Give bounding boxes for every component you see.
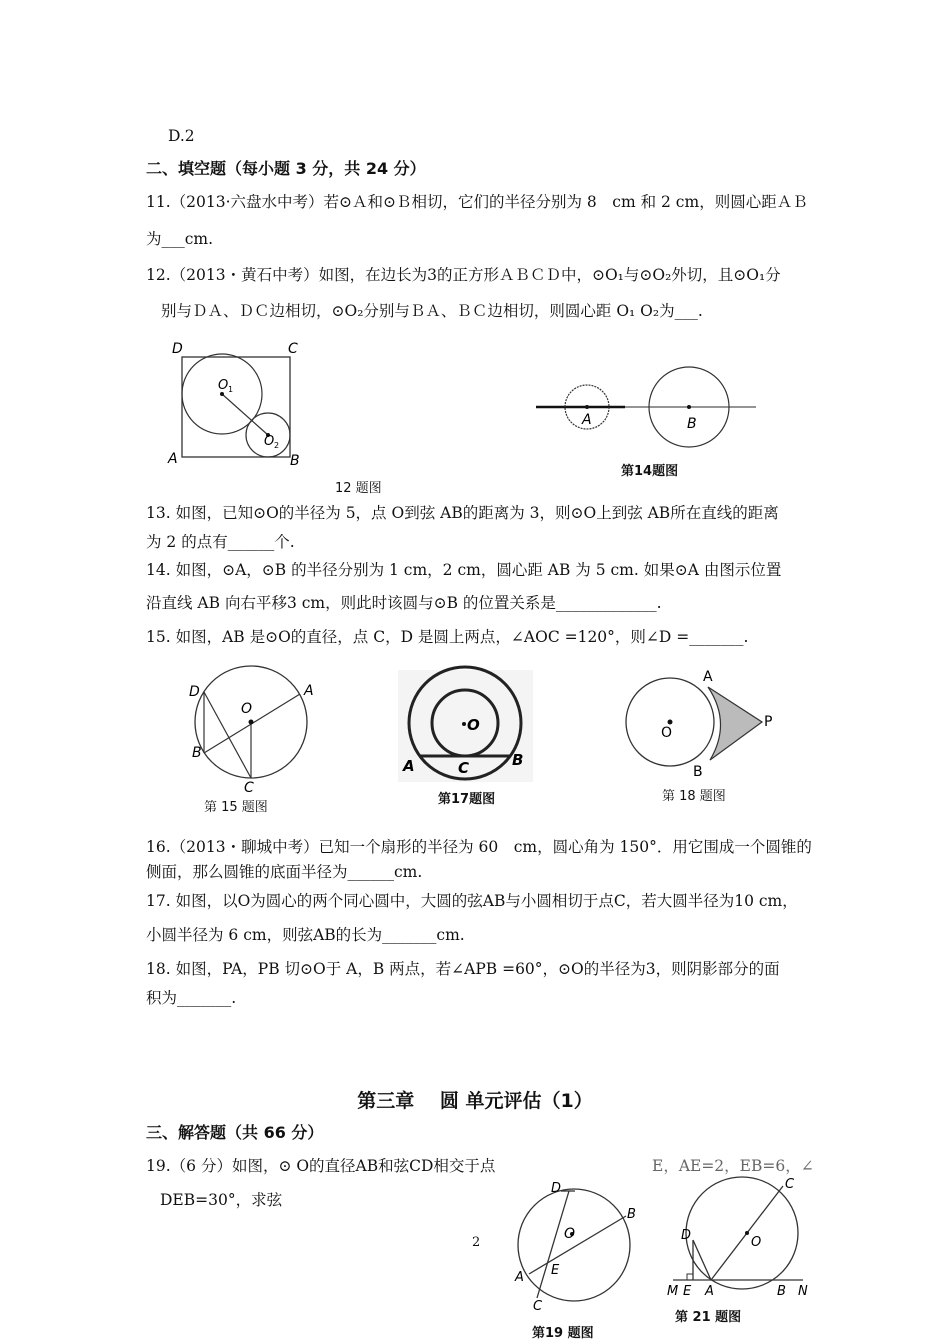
question-12-line-1: 12.（2013・黄石中考）如图，在边长为3的正方形ＡＢＣＤ中，⊙O₁与⊙O₂外切，且⊙O₁分 bbox=[146, 266, 781, 284]
question-19-line-1-continued: E，AE=2，EB=6，∠ bbox=[652, 1157, 814, 1175]
question-19-line-2: DEB=30°，求弦 bbox=[160, 1191, 283, 1209]
question-17-line-2: 小圆半径为 6 cm，则弦AB的长为_______cm. bbox=[146, 926, 465, 944]
label-a: A bbox=[582, 412, 592, 428]
figure-15-caption: 第 15 题图 bbox=[204, 800, 268, 815]
label-a: A bbox=[703, 669, 713, 685]
label-c: C bbox=[533, 1299, 543, 1314]
figure-12-caption: 12 题图 bbox=[335, 481, 382, 496]
label-a: A bbox=[304, 683, 314, 699]
label-d: D bbox=[681, 1228, 692, 1243]
question-11-line-2: 为___cm. bbox=[146, 230, 214, 248]
label-n: N bbox=[798, 1284, 808, 1299]
label-e: E bbox=[551, 1263, 560, 1278]
label-c: C bbox=[785, 1177, 795, 1192]
label-d: D bbox=[551, 1181, 562, 1196]
question-16-line-1: 16.（2013・聊城中考）已知一个扇形的半径为 60 cm，圆心角为 150°．用它围成一个圆锥的 bbox=[146, 838, 812, 856]
label-o: O bbox=[661, 725, 673, 741]
label-b: B bbox=[192, 745, 202, 761]
question-18-line-1: 18. 如图，PA，PB 切⊙O于 A，B 两点，若∠APB =60°，⊙O的半径为3，则阴影部分的面 bbox=[146, 960, 780, 978]
label-p: P bbox=[764, 714, 773, 730]
chapter-title: 第三章 圆 单元评估（1） bbox=[357, 1090, 593, 1112]
label-e: E bbox=[683, 1284, 692, 1299]
figure-14-caption: 第14题图 bbox=[621, 464, 679, 479]
label-o: O bbox=[564, 1226, 576, 1242]
label-b: B bbox=[512, 751, 524, 769]
figure-15-circle bbox=[180, 675, 320, 800]
figure-14-circles-on-line bbox=[530, 360, 765, 460]
label-b: B bbox=[687, 416, 697, 432]
label-c: C bbox=[288, 341, 298, 357]
label-a: A bbox=[168, 451, 178, 467]
label-m: M bbox=[667, 1284, 679, 1299]
label-o: O bbox=[751, 1235, 762, 1250]
label-o2: O bbox=[264, 434, 275, 449]
figure-17-caption: 第17题图 bbox=[438, 792, 496, 807]
question-16-line-2: 侧面，那么圆锥的底面半径为______cm. bbox=[146, 863, 423, 881]
label-a: A bbox=[705, 1284, 714, 1299]
option-d: D.2 bbox=[168, 127, 195, 145]
label-o2-subscript: 2 bbox=[274, 441, 280, 450]
section-fill-blank-heading: 二、填空题（每小题 3 分，共 24 分） bbox=[146, 159, 426, 178]
label-d: D bbox=[189, 684, 200, 700]
figure-17-concentric-circles bbox=[398, 670, 533, 785]
label-o1: O bbox=[218, 378, 229, 393]
figure-19-circle-chords bbox=[505, 1175, 645, 1315]
figure-19-caption: 第19 题图 bbox=[532, 1326, 594, 1341]
page-number: 2 bbox=[472, 1235, 481, 1250]
label-d: D bbox=[172, 341, 183, 357]
label-c: C bbox=[458, 759, 470, 777]
label-b: B bbox=[777, 1284, 786, 1299]
label-o: O bbox=[241, 701, 253, 717]
figure-18-caption: 第 18 题图 bbox=[662, 789, 726, 804]
question-14-line-1: 14. 如图，⊙A，⊙B 的半径分别为 1 cm，2 cm，圆心距 AB 为 5 cm. 如果⊙A 由图示位置 bbox=[146, 561, 782, 579]
label-a: A bbox=[403, 757, 415, 775]
figure-21-caption: 第 21 题图 bbox=[675, 1310, 742, 1325]
label-a: A bbox=[515, 1270, 524, 1285]
question-18-line-2: 积为_______. bbox=[146, 989, 237, 1007]
question-11-line-1: 11.（2013·六盘水中考）若⊙Ａ和⊙Ｂ相切，它们的半径分别为 8 cm 和 2 cm，则圆心距ＡＢ bbox=[146, 193, 808, 211]
label-b: B bbox=[627, 1207, 636, 1222]
question-13-line-1: 13. 如图，已知⊙O的半径为 5，点 O到弦 AB的距离为 3，则⊙O上到弦 AB所在直线的距离 bbox=[146, 504, 779, 522]
figure-18-tangents bbox=[615, 665, 785, 780]
label-b: B bbox=[693, 764, 703, 780]
question-17-line-1: 17. 如图，以O为圆心的两个同心圆中，大圆的弦AB与小圆相切于点C，若大圆半径为10 cm， bbox=[146, 892, 798, 910]
question-12-line-2: 别与ＤＡ、ＤＣ边相切，⊙O₂分别与ＢＡ、ＢＣ边相切，则圆心距 O₁ O₂为___. bbox=[161, 302, 703, 320]
label-b: B bbox=[290, 453, 300, 469]
figure-12-square-circles bbox=[160, 335, 320, 475]
label-o: O bbox=[467, 716, 480, 734]
figure-21-circle-tangent bbox=[665, 1172, 815, 1297]
question-15: 15. 如图，AB 是⊙O的直径，点 C，D 是圆上两点，∠AOC =120°，则∠D =_______. bbox=[146, 628, 749, 646]
question-13-line-2: 为 2 的点有______个. bbox=[146, 533, 295, 551]
section-answer-heading: 三、解答题（共 66 分） bbox=[146, 1123, 324, 1142]
question-19-line-1: 19.（6 分）如图，⊙ O的直径AB和弦CD相交于点 bbox=[146, 1157, 496, 1175]
label-c: C bbox=[244, 780, 254, 796]
question-14-line-2: 沿直线 AB 向右平移3 cm，则此时该圆与⊙B 的位置关系是_____________. bbox=[146, 594, 662, 612]
label-o1-subscript: 1 bbox=[228, 385, 234, 394]
